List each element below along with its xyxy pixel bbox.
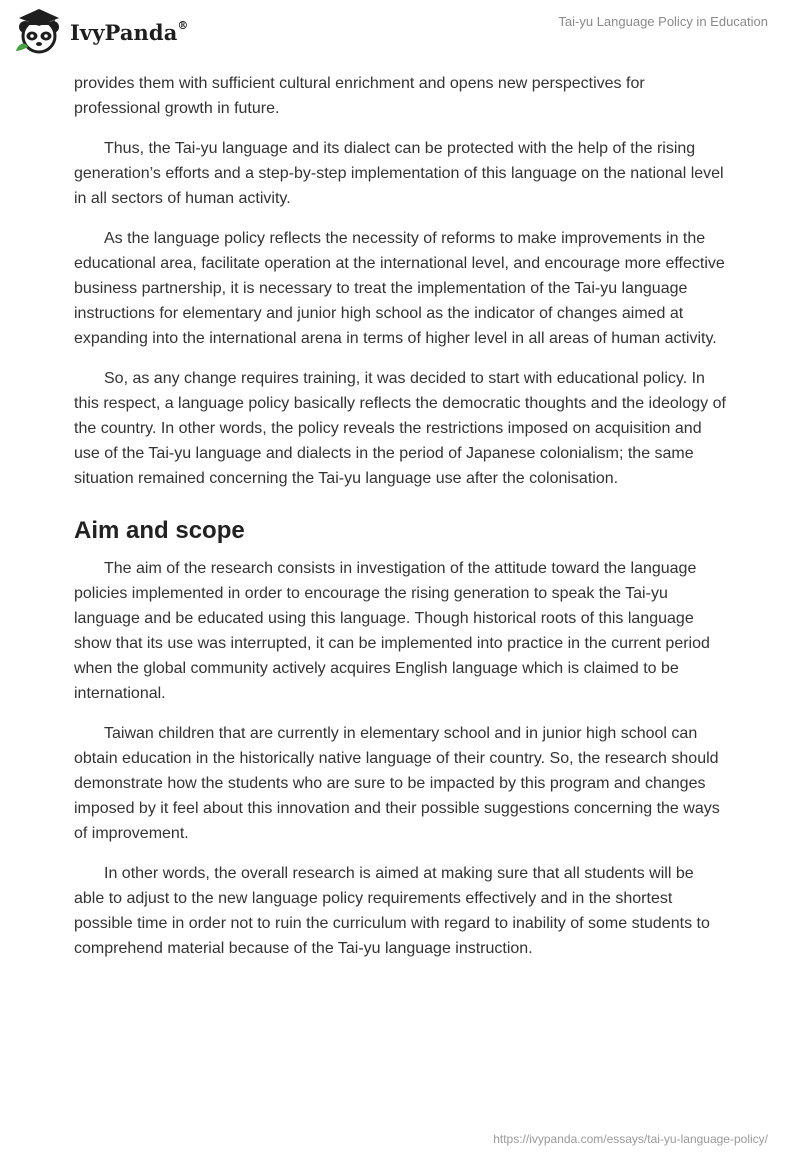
- article-content: [74, 71, 728, 976]
- source-url[interactable]: https://ivypanda.com/essays/tai-yu-language-policy/: [493, 1132, 768, 1146]
- brand-logo[interactable]: [14, 7, 189, 55]
- section-heading: Aim and scope: [74, 517, 245, 544]
- document-title: Tai-yu Language Policy in Education: [558, 14, 768, 29]
- paragraph: As the language policy reflects the necessity of reforms to make improvements in the educational area, facilitate operation at the international level, and encourage more effective business partnership, it is necessary to treat the implementation of the Tai-yu language instructions for elementary and junior high school as the indicator of changes aimed at expanding into the international arena in terms of higher level in all areas of human activity.: [74, 230, 725, 347]
- paragraph: The aim of the research consists in investigation of the attitude toward the language policies implemented in order to encourage the rising generation to speak the Tai-yu language and be educated using this language. Though historical roots of this language show that its use was interrupted, it can be implemented into practice in the current period when the global community actively acquires English language which is claimed to be international.: [74, 560, 710, 702]
- paragraph: provides them with sufficient cultural enrichment and opens new perspectives for professional growth in future.: [74, 75, 645, 117]
- paragraph: So, as any change requires training, it was decided to start with educational policy. In this respect, a language policy basically reflects the democratic thoughts and the ideology of the country. In other words, the policy reveals the restrictions imposed on acquisition and use of the Tai-yu language and dialects in the period of Japanese colonialism; the same situation remained concerning the Tai-yu language use after the colonisation.: [74, 370, 726, 487]
- paragraph: Thus, the Tai-yu language and its dialect can be protected with the help of the rising generation’s efforts and a step-by-step implementation of this language on the national level in all sectors of human activity.: [74, 140, 724, 207]
- paragraph: In other words, the overall research is aimed at making sure that all students will be able to adjust to the new language policy requirements effectively and in the shortest possible time in order not to ruin the curriculum with regard to inability of some students to comprehend material because of the Tai-yu language instruction.: [74, 865, 710, 957]
- registered-mark: ®: [177, 18, 189, 32]
- brand-text: IvyPanda: [70, 19, 178, 45]
- panda-graduate-icon: [14, 7, 64, 55]
- page-header: [0, 0, 800, 70]
- brand-name: [70, 20, 189, 45]
- paragraph: Taiwan children that are currently in elementary school and in junior high school can obtain education in the historically native language of their country. So, the research should demonstrate how the students who are sure to be impacted by this program and changes imposed by it feel about this innovation and their possible suggestions concerning the ways of improvement.: [74, 725, 720, 842]
